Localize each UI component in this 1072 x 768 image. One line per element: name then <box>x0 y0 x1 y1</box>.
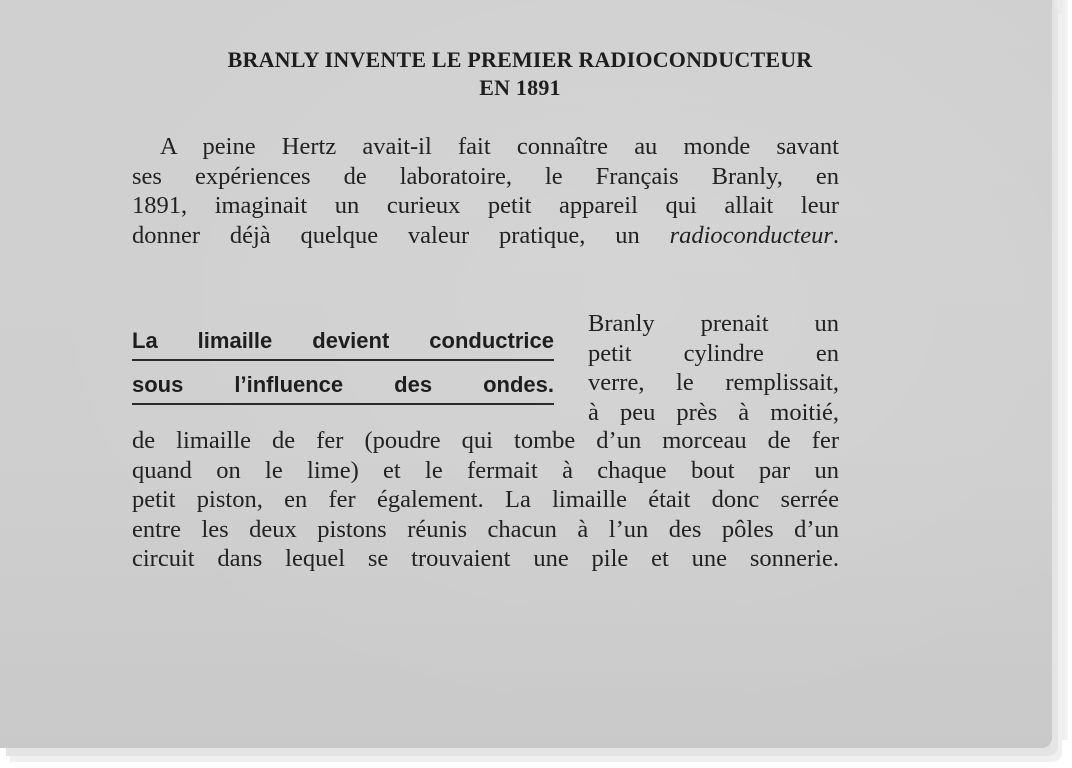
title-line: BRANLY INVENTE LE PREMIER RADIOCONDUCTEUR <box>227 47 813 72</box>
text-line: petit cylindre en <box>588 339 839 367</box>
subheading-line: La limaille devient conductrice <box>132 326 554 361</box>
text-line: ses expériences de laboratoire, le Français Branly, en <box>132 162 839 190</box>
intro-paragraph <box>132 132 839 250</box>
text-fragment: . <box>832 221 839 249</box>
text-line: petit piston, en fer également. La limaille était donc serrée <box>132 486 839 514</box>
text-fragment: donner déjà quelque valeur pratique, un <box>132 221 670 249</box>
text-line: de limaille de fer (poudre qui tombe d’un morceau de fer <box>132 427 839 454</box>
text-line: 1891, imaginait un curieux petit appareil qui allait leur <box>132 192 839 220</box>
text-line: entre les deux pistons réunis chacun à l’un des pôles d’un <box>132 515 839 543</box>
subheading-line: sous l’influence des ondes. <box>132 370 554 405</box>
side-paragraph <box>588 309 839 427</box>
text-line: à peu près à moitié, <box>588 398 839 426</box>
body-paragraph <box>132 426 839 574</box>
text-line: A peine Hertz avait-il fait connaître au monde savant <box>160 133 839 160</box>
text-line: quand on le lime) et le fermait à chaque bout par un <box>132 456 839 484</box>
text-line: circuit dans lequel se trouvaient une pile et une sonnerie. <box>132 545 839 573</box>
section-subheading <box>132 326 554 405</box>
text-line: verre, le remplissait, <box>588 369 839 397</box>
title-line: EN 1891 <box>479 75 561 100</box>
emphasis-term: radioconducteur <box>669 221 833 249</box>
text-line: Branly prenait un <box>588 310 839 337</box>
page-title <box>100 46 940 102</box>
text-line <box>132 221 839 251</box>
